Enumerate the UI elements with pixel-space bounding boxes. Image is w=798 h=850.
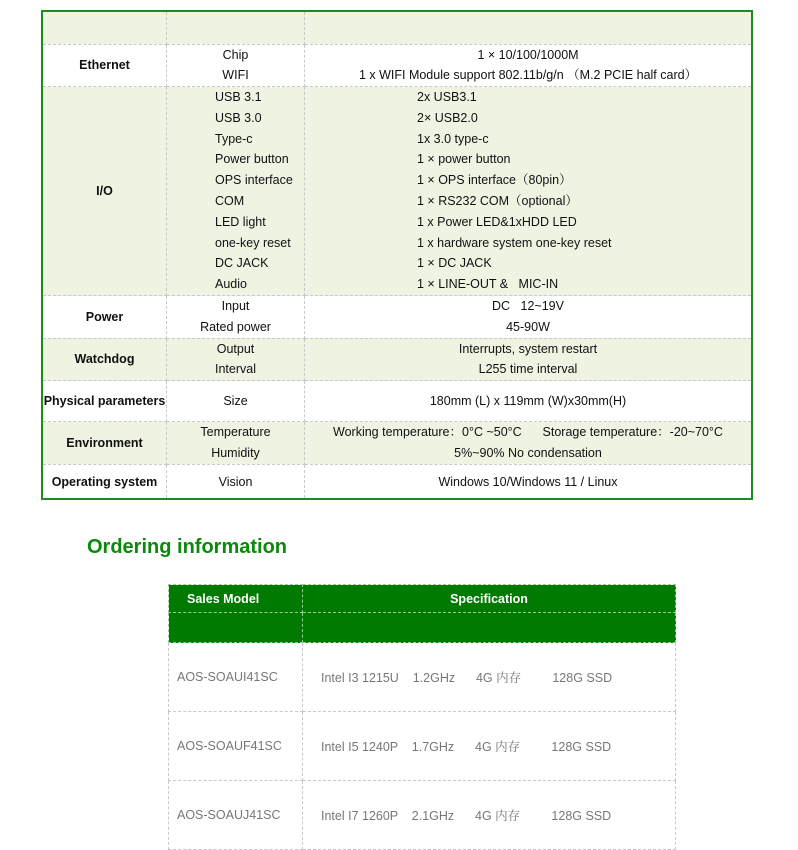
row-environment: Environment Temperature Humidity Working temperature：0°C ~50°C Storage temperature：-20~70°C 5%~90% No condensation <box>42 422 752 465</box>
table-row: AOS-SOAUJ41SC Intel I7 1260P 2.1GHz 4G 内存 128G SSD <box>169 781 676 850</box>
ordering-title: Ordering information <box>87 536 287 558</box>
io-item-label: DC JACK <box>215 256 269 271</box>
io-item-label: one-key reset <box>215 235 291 250</box>
io-item-value: 1 x hardware system one-key reset <box>417 235 612 250</box>
io-item-label: COM <box>215 194 245 209</box>
io-item-label: OPS interface <box>215 173 293 188</box>
io-item-label: LED light <box>215 214 266 229</box>
io-item-value: 1x 3.0 type-c <box>417 131 489 146</box>
io-item-label: USB 3.0 <box>215 110 262 125</box>
io-item-value: 1 × OPS interface（80pin） <box>417 173 572 188</box>
row-ethernet: Ethernet Chip WIFI 1 × 10/100/1000M 1 x WIFI Module support 802.11b/g/n （M.2 PCIE half card） <box>42 44 752 87</box>
io-item-value: 2x USB3.1 <box>417 90 477 105</box>
io-item-value: 1 × DC JACK <box>417 256 492 271</box>
io-item-label: Power button <box>215 152 289 167</box>
io-item-label: USB 3.1 <box>215 90 262 105</box>
io-item-value: 1 × LINE-OUT & MIC-IN <box>417 277 559 292</box>
header-specification: Specification <box>303 585 676 613</box>
io-item-value: 2× USB2.0 <box>417 110 478 125</box>
row-os: Operating system Vision Windows 10/Windows 11 / Linux <box>42 464 752 499</box>
spec-table <box>41 10 753 500</box>
io-item-value: 1 × power button <box>417 152 511 167</box>
table-row: AOS-SOAUI41SC Intel I3 1215U 1.2GHz 4G 内存 128G SSD <box>169 643 676 712</box>
row-physical: Physical parameters Size 180mm (L) x 119mm (W)x30mm(H) <box>42 381 752 422</box>
row-io: I/O USB 3.1 USB 3.0 Type-c Power button OPS interface COM LED light one-key reset DC JACK Audio 2x USB3.1 2× USB2.0 1x 3.0 type-c 1 × power button 1 × OPS interface（80pin） 1 × RS232 COM（optional） 1 x Power LED&1xHDD LED 1 x hardware system one-key reset 1 × DC JACK 1 × LINE-OUT & MIC-IN <box>42 87 752 296</box>
row-power: Power Input Rated power DC 12~19V 45-90W <box>42 296 752 339</box>
io-item-value: 1 × RS232 COM（optional） <box>417 194 578 209</box>
io-item-value: 1 x Power LED&1xHDD LED <box>417 214 577 229</box>
table-row: AOS-SOAUF41SC Intel I5 1240P 1.7GHz 4G 内存 128G SSD <box>169 712 676 781</box>
header-sales-model: Sales Model <box>169 585 303 613</box>
row-watchdog: Watchdog Output Interval Interrupts, system restart L255 time interval <box>42 338 752 381</box>
io-item-label: Audio <box>215 277 247 292</box>
ordering-table <box>168 584 676 850</box>
io-item-label: Type-c <box>215 131 253 146</box>
